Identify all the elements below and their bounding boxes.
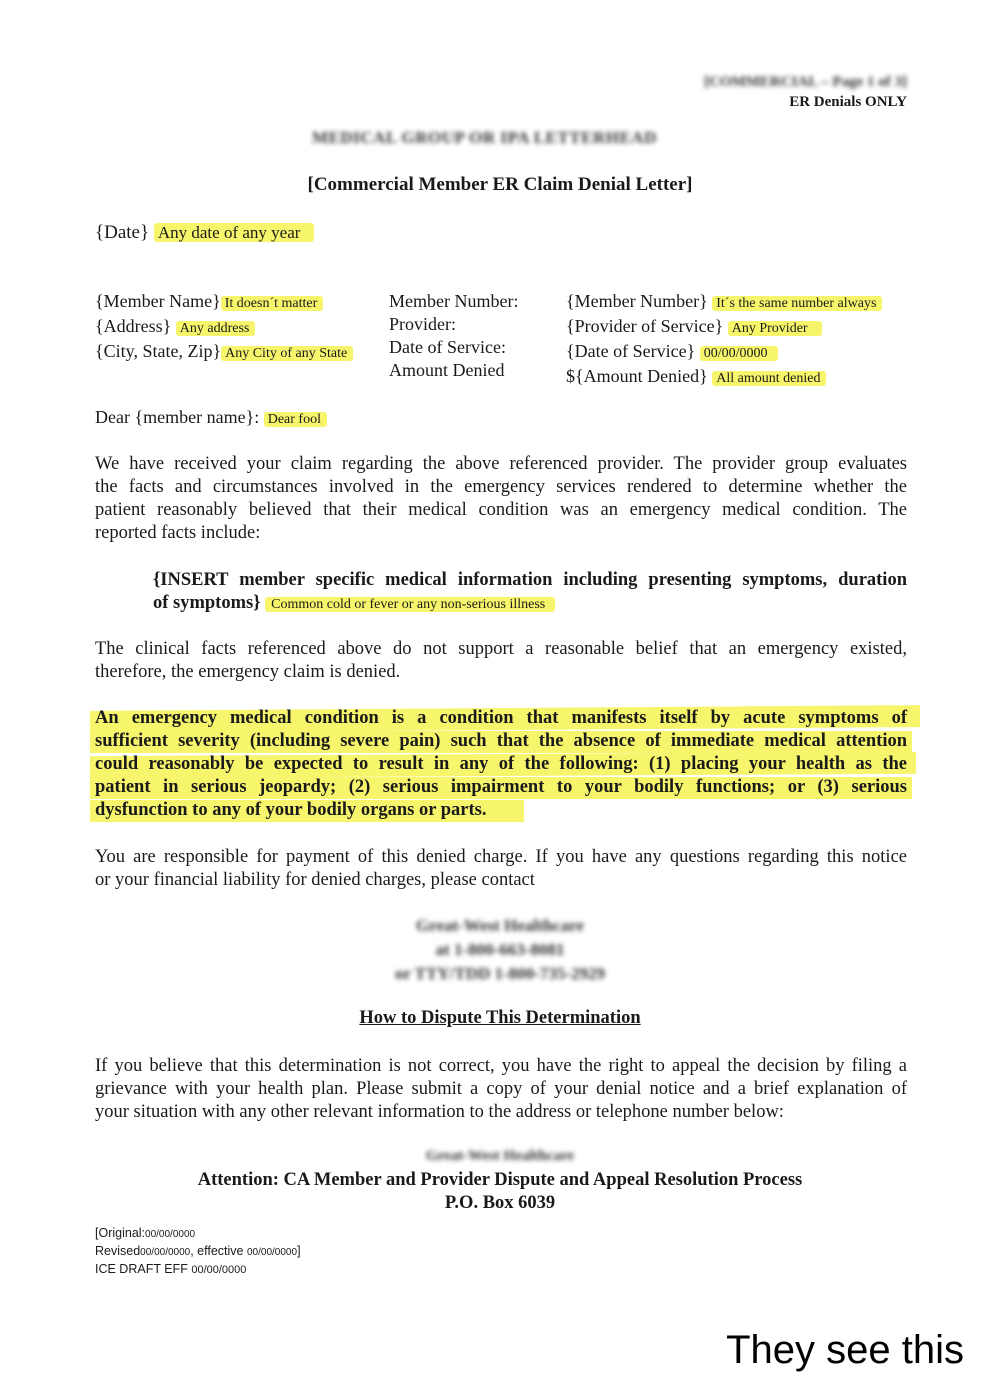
para2-line: therefore, the emergency claim is denied. [95, 662, 401, 682]
salutation-annotation: Dear fool [264, 412, 327, 427]
paragraph-appeal [95, 1055, 907, 1124]
meme-caption: They see this [726, 1328, 964, 1372]
er-denials-only-label: ER Denials ONLY [789, 94, 907, 110]
para3-line: dysfunction to any of your bodily organs or parts. [95, 800, 487, 820]
contact-tty: or TTY/TDD 1-800-735-2929 [395, 964, 605, 983]
member-info-labels [389, 290, 518, 382]
insert-line-2: of symptoms} [153, 593, 261, 613]
date-line [95, 222, 314, 244]
revised-label: Revised [95, 1244, 141, 1258]
member-name-annotation: It doesn´t matter [221, 296, 324, 311]
ice-draft-label: ICE DRAFT EFF [95, 1262, 188, 1276]
provider-annotation: Any Provider [728, 321, 822, 336]
insert-line-1: {INSERT member specific medical information including presenting symptoms, duration [153, 570, 907, 590]
para1-line: patient reasonably believed that their medical condition was an emergency medical condition. The [95, 500, 907, 520]
contact-info-blurred [0, 914, 1000, 986]
para3-line: could reasonably be expected to result in any of the following: (1) placing your health as the [95, 754, 907, 774]
para4-line: You are responsible for payment of this denied charge. If you have any questions regarding this notice [95, 847, 907, 867]
paragraph-claim-received [95, 453, 907, 545]
para5-line: If you believe that this determination is not correct, you have the right to appeal the decision by filing a [95, 1056, 907, 1076]
para3-line: sufficient severity (including severe pain) such that the absence of immediate medical attention [95, 731, 907, 751]
amount-denied-field: ${Amount Denied} [566, 366, 708, 386]
letter-title: [Commercial Member ER Claim Denial Letter] [307, 174, 693, 195]
provider-field: {Provider of Service} [566, 316, 724, 336]
letterhead-blurred: MEDICAL GROUP OR IPA LETTERHEAD [312, 128, 657, 147]
page-number-blurred: [COMMERCIAL – Page 1 of 3] [704, 74, 907, 90]
footer-close-bracket: ] [297, 1244, 301, 1258]
original-label: [Original: [95, 1226, 146, 1240]
dispute-heading: How to Dispute This Determination [359, 1008, 641, 1028]
para4-line: or your financial liability for denied charges, please contact [95, 870, 535, 890]
para5-line: grievance with your health plan. Please submit a copy of your denial notice and a brief explanation of [95, 1079, 907, 1099]
revision-footer [95, 1225, 301, 1278]
city-state-zip-field: {City, State, Zip} [95, 341, 222, 361]
ice-draft-date: 00/00/0000 [191, 1264, 247, 1276]
address-field: {Address} [95, 316, 172, 336]
para3-line: An emergency medical condition is a condition that manifests itself by acute symptoms of [95, 708, 907, 728]
date-placeholder: {Date} [95, 222, 150, 243]
member-number-field: {Member Number} [566, 291, 708, 311]
insert-annotation: Common cold or fever or any non-serious illness [265, 597, 555, 612]
paragraph-clinical-facts [95, 638, 907, 684]
po-box: P.O. Box 6039 [444, 1193, 556, 1213]
insert-medical-info [153, 569, 907, 616]
address-company-blurred: Great-West Healthcare [425, 1148, 575, 1164]
para1-line: We have received your claim regarding the above referenced provider. The provider group evaluates [95, 454, 907, 474]
date-of-service-label: Date of Service: [389, 337, 506, 357]
effective-label: , effective [190, 1244, 244, 1258]
salutation-text: Dear {member name}: [95, 407, 260, 427]
effective-date: 00/00/0000 [247, 1247, 298, 1258]
paragraph-responsibility [95, 846, 907, 892]
contact-phone: at 1-800-663-8081 [435, 940, 565, 959]
para1-line: the facts and circumstances involved in the emergency services rendered to determine whether the [95, 477, 907, 497]
revised-date: 00/00/0000 [140, 1247, 191, 1258]
amount-denied-annotation: All amount denied [712, 371, 826, 386]
date-of-service-annotation: 00/00/0000 [700, 346, 778, 361]
member-number-label: Member Number: [389, 291, 519, 311]
date-of-service-field: {Date of Service} [566, 341, 696, 361]
member-name-field: {Member Name} [95, 291, 221, 311]
member-address-block [95, 290, 353, 365]
address-annotation: Any address [176, 321, 256, 336]
city-state-zip-annotation: Any City of any State [221, 346, 353, 361]
para2-line: The clinical facts referenced above do not support a reasonable belief that an emergency existed, [95, 639, 907, 659]
member-number-annotation: It´s the same number always [712, 296, 882, 311]
salutation [95, 407, 327, 428]
contact-company: Great-West Healthcare [416, 916, 584, 935]
paragraph-emergency-definition [95, 707, 907, 822]
amount-denied-label: Amount Denied [389, 360, 505, 380]
para5-line: your situation with any other relevant information to the address or telephone number below: [95, 1102, 784, 1122]
para1-line: reported facts include: [95, 523, 261, 543]
attention-line: Attention: CA Member and Provider Dispute and Appeal Resolution Process [197, 1170, 803, 1190]
member-info-values [566, 290, 882, 390]
provider-label: Provider: [389, 314, 456, 334]
date-annotation: Any date of any year [154, 223, 315, 242]
para3-line: patient in serious jeopardy; (2) serious impairment to your bodily functions; or (3) serious [95, 777, 907, 797]
original-date: 00/00/0000 [145, 1229, 196, 1240]
